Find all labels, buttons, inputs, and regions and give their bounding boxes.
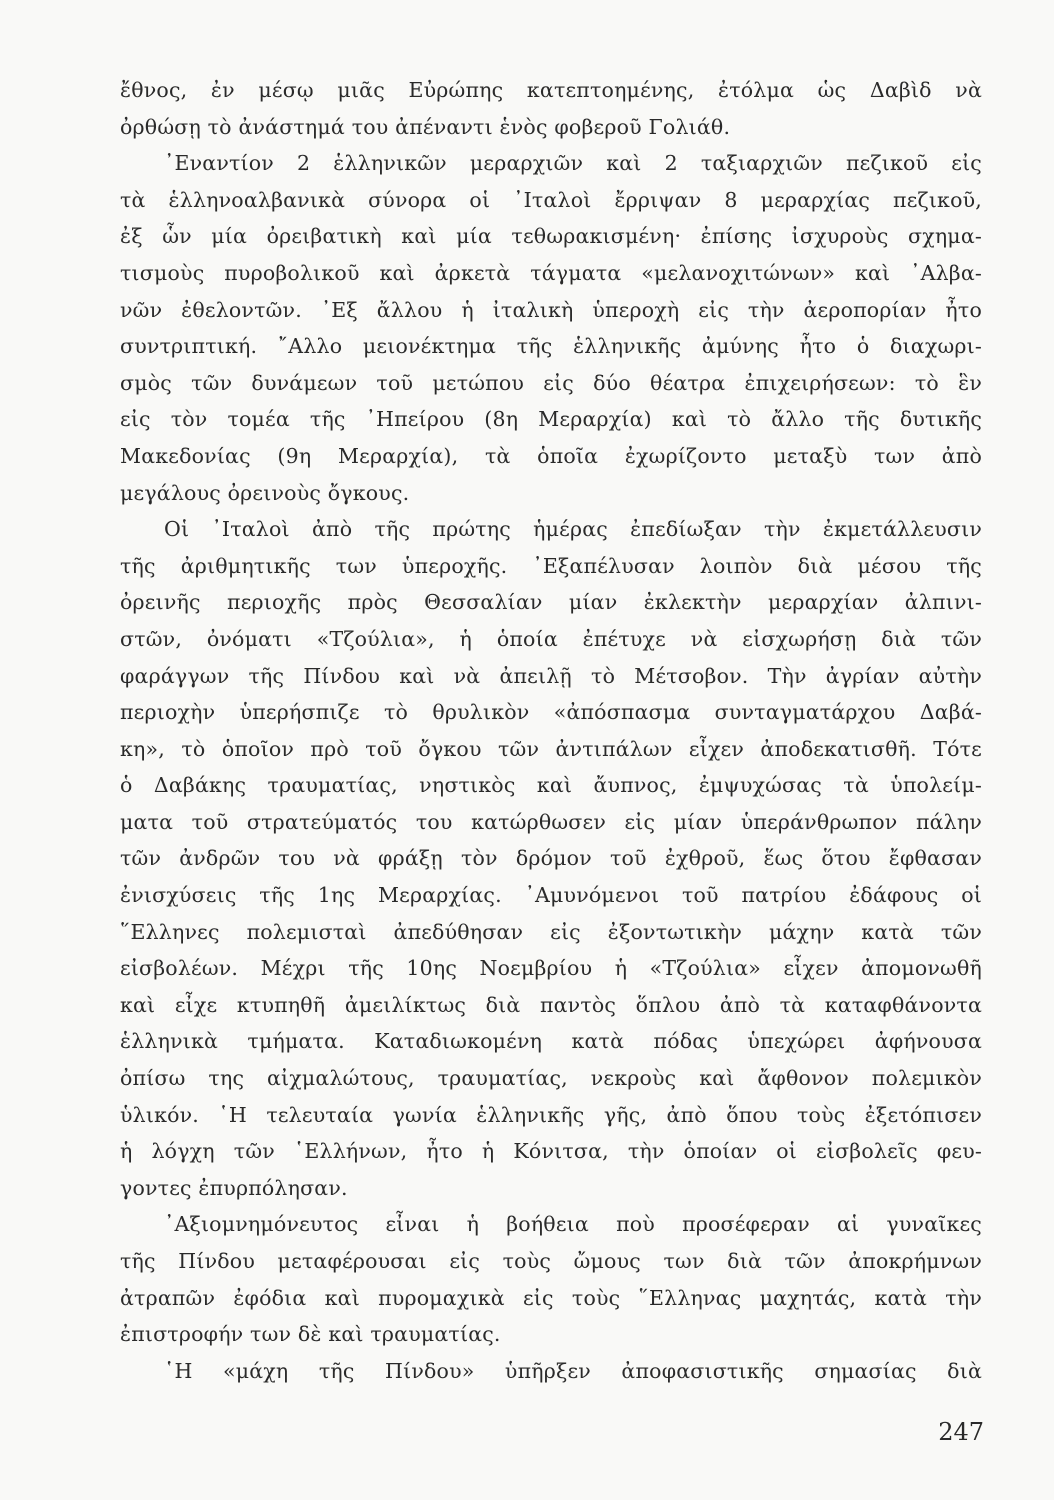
text-line: τῆς Πίνδου μεταφέρουσαι εἰς τοὺς ὤμους των διὰ τῶν ἀποκρήμνων [120, 1249, 982, 1273]
text-line: ὀπίσω της αἰχμαλώτους, τραυματίας, νεκροὺς καὶ ἄφθονον πολεμικὸν [120, 1066, 982, 1091]
text-line: ὀρεινῆς περιοχῆς πρὸς Θεσσαλίαν μίαν ἐκλεκτὴν μεραρχίαν ἀλπινι- [120, 590, 982, 615]
text-line: Οἱ ᾿Ιταλοὶ ἀπὸ τῆς πρώτης ἡμέρας ἐπεδίωξαν τὴν ἐκμετάλλευσιν [164, 517, 982, 542]
text-line: ῾Η «μάχη τῆς Πίνδου» ὑπῆρξεν ἀποφασιστικῆς σημασίας διὰ [164, 1358, 982, 1383]
text-line: στῶν, ὀνόματι «Τζούλια», ἡ ὁποία ἐπέτυχε νὰ εἰσχωρήσῃ διὰ τῶν [120, 626, 982, 651]
text-line: περιοχὴν ὑπερήσπιζε τὸ θρυλικὸν «ἀπόσπασμα συνταγματάρχου Δαβά- [120, 700, 982, 725]
text-line: ὑλικόν. ῾Η τελευταία γωνία ἑλληνικῆς γῆς, ἀπὸ ὅπου τοὺς ἐξετόπισεν [120, 1102, 982, 1127]
text-line: ἀτραπῶν ἐφόδια καὶ πυρομαχικὰ εἰς τοὺς ῞Ελληνας μαχητάς, κατὰ τὴν [120, 1285, 982, 1310]
text-line: ἑλληνικὰ τμήματα. Καταδιωκομένη κατὰ πόδας ὑπεχώρει ἀφήνουσα [120, 1029, 982, 1054]
text-line: ὁ Δαβάκης τραυματίας, νηστικὸς καὶ ἄυπνος, ἐμψυχώσας τὰ ὑπολείμ- [120, 773, 982, 798]
text-line: τὰ ἑλληνοαλβανικὰ σύνορα οἱ ᾿Ιταλοὶ ἔρριψαν 8 μεραρχίας πεζικοῦ, [120, 187, 982, 212]
text-line: ἐνισχύσεις τῆς 1ης Μεραρχίας. ᾿Αμυνόμενοι τοῦ πατρίου ἐδάφους οἱ [120, 883, 982, 908]
text-line: τῶν ἀνδρῶν του νὰ φράξῃ τὸν δρόμον τοῦ ἐχθροῦ, ἕως ὅτου ἔφθασαν [120, 846, 982, 871]
text-line: φαράγγων τῆς Πίνδου καὶ νὰ ἀπειλῇ τὸ Μέτσοβον. Τὴν ἀγρίαν αὐτὴν [120, 663, 982, 688]
text-line: μεγάλους ὀρεινοὺς ὄγκους. [120, 480, 410, 505]
text-line: ἐπιστροφήν των δὲ καὶ τραυματίας. [120, 1322, 501, 1347]
text-line: ᾿Εναντίον 2 ἑλληνικῶν μεραρχιῶν καὶ 2 ταξιαρχιῶν πεζικοῦ εἰς [164, 151, 982, 176]
text-line: ἡ λόγχη τῶν ῾Ελλήνων, ἦτο ἡ Κόνιτσα, τὴν ὁποίαν οἱ εἰσβολεῖς φευ- [120, 1139, 982, 1164]
text-line: ἔθνος, ἐν μέσῳ μιᾶς Εὐρώπης κατεπτοημένης, ἐτόλμα ὡς Δαβὶδ νὰ [120, 78, 982, 102]
text-line: γοντες ἐπυρπόλησαν. [120, 1175, 348, 1200]
text-line: ὀρθώσῃ τὸ ἀνάστημά του ἀπέναντι ἑνὸς φοβεροῦ Γολιάθ. [120, 114, 731, 139]
text-line: συντριπτική. ῎Αλλο μειονέκτημα τῆς ἑλληνικῆς ἀμύνης ἦτο ὁ διαχωρι- [120, 334, 982, 359]
text-line: καὶ εἶχε κτυπηθῆ ἀμειλίκτως διὰ παντὸς ὅπλου ἀπὸ τὰ καταφθάνοντα [120, 992, 982, 1017]
text-line: εἰς τὸν τομέα τῆς ᾿Ηπείρου (8η Μεραρχία) καὶ τὸ ἄλλο τῆς δυτικῆς [120, 407, 982, 432]
body-text [120, 72, 982, 1389]
text-line: ῞Ελληνες πολεμισταὶ ἀπεδύθησαν εἰς ἐξοντωτικὴν μάχην κατὰ τῶν [120, 919, 982, 944]
text-line: Μακεδονίας (9η Μεραρχία), τὰ ὁποῖα ἐχωρίζοντο μεταξὺ των ἀπὸ [120, 443, 982, 468]
text-line: ματα τοῦ στρατεύματός του κατώρθωσεν εἰς μίαν ὑπεράνθρωπον πάλην [120, 809, 982, 834]
text-line: νῶν ἐθελοντῶν. ᾿Εξ ἄλλου ἡ ἰταλικὴ ὑπεροχὴ εἰς τὴν ἀεροπορίαν ἦτο [120, 297, 982, 322]
text-line: ᾿Αξιομνημόνευτος εἶναι ἡ βοήθεια ποὺ προσέφεραν αἱ γυναῖκες [164, 1212, 982, 1237]
text-line: ἐξ ὧν μία ὀρειβατικὴ καὶ μία τεθωρακισμένη· ἐπίσης ἰσχυροὺς σχημα- [120, 224, 982, 249]
text-line: σμὸς τῶν δυνάμεων τοῦ μετώπου εἰς δύο θέατρα ἐπιχειρήσεων: τὸ ἓν [120, 370, 982, 395]
text-line: εἰσβολέων. Μέχρι τῆς 10ης Νοεμβρίου ἡ «Τζούλια» εἶχεν ἀπομονωθῆ [120, 956, 982, 981]
text-line: τῆς ἀριθμητικῆς των ὑπεροχῆς. ᾿Εξαπέλυσαν λοιπὸν διὰ μέσου τῆς [120, 553, 982, 578]
text-line: τισμοὺς πυροβολικοῦ καὶ ἀρκετὰ τάγματα «μελανοχιτώνων» καὶ ᾿Αλβα- [120, 260, 982, 285]
page-number: 247 [938, 1418, 984, 1446]
text-line: κη», τὸ ὁποῖον πρὸ τοῦ ὄγκου τῶν ἀντιπάλων εἶχεν ἀποδεκατισθῆ. Τότε [120, 736, 982, 761]
